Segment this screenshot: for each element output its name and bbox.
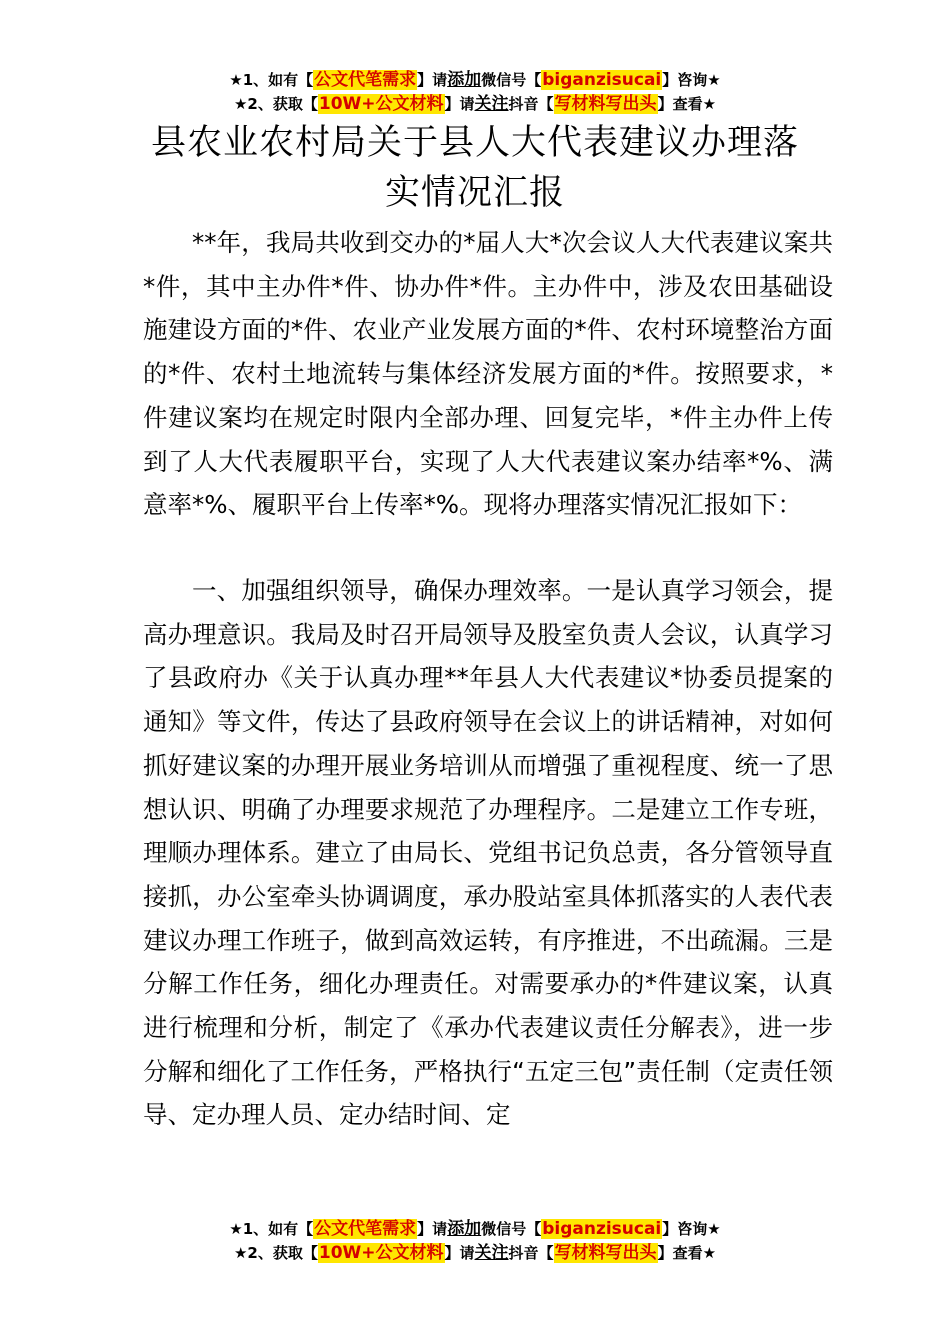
promo-text: 微信号【	[481, 71, 542, 89]
promo-highlight: 10W+公文材料	[318, 94, 444, 114]
promo-text: 】请	[444, 1244, 475, 1262]
body-paragraph-1-container	[143, 221, 833, 527]
promo-text: ★1、如有【	[229, 71, 314, 89]
bottom-promo-banner	[0, 1217, 950, 1265]
body-paragraph-2: 一、加强组织领导，确保办理效率。一是认真学习领会，提高办理意识。我局及时召开局领导及股室负责人会议，认真学习了县政府办《关于认真办理**年县人大代表建议*协委员提案的通知》等文件，传达了县政府领导在会议上的讲话精神，对如何抓好建议案的办理开展业务培训从而增强了重视程度、统一了思想认识、明确了办理要求规范了办理程序。二是建立工作专班，理顺办理体系。建立了由局长、党组书记负总责，各分管领导直接抓，办公室牵头协调调度，承办股站室具体抓落实的人表代表建议办理工作班子，做到高效运转，有序推进，不出疏漏。三是分解工作任务，细化办理责任。对需要承办的*件建议案，认真进行梳理和分析，制定了《承办代表建议责任分解表》，进一步分解和细化了工作任务，严格执行“五定三包”责任制（定责任领导、定办理人员、定办结时间、定	[143, 576, 833, 1130]
body-paragraph-2-container	[143, 569, 833, 1137]
title-line-1: 县农业农村局关于县人大代表建议办理落	[150, 123, 799, 163]
promo-text: ★2、获取【	[233, 1244, 318, 1262]
promo-highlight: 公文代笔需求	[314, 1219, 417, 1239]
top-promo-banner	[0, 68, 950, 116]
promo-highlight: 10W+公文材料	[318, 1243, 444, 1263]
promo-line-2	[0, 92, 950, 116]
promo-text: 】查看★	[657, 95, 717, 113]
promo-line-1	[0, 68, 950, 92]
promo-text: 】咨询★	[662, 71, 721, 89]
promo-text: 抖音【	[508, 95, 554, 113]
promo-underline: 添加	[447, 1219, 482, 1239]
promo-highlight: 公文代笔需求	[314, 70, 417, 90]
document-title	[0, 118, 950, 218]
promo-text: 】请	[417, 1220, 448, 1238]
promo-underline: 添加	[447, 70, 482, 90]
promo-text: 】请	[444, 95, 475, 113]
promo-highlight-wechat: biganzisucai	[542, 70, 662, 90]
promo-underline: 关注	[474, 1243, 509, 1263]
promo-text: 】咨询★	[662, 1220, 721, 1238]
promo-text: 抖音【	[508, 1244, 554, 1262]
title-line-2: 实情况汇报	[384, 173, 565, 213]
promo-highlight-wechat: biganzisucai	[542, 1219, 662, 1239]
promo-text: 】请	[417, 71, 448, 89]
promo-text: ★2、获取【	[233, 95, 318, 113]
promo-text: 】查看★	[657, 1244, 717, 1262]
promo-line-1	[0, 1217, 950, 1241]
promo-highlight-douyin: 写材料写出头	[554, 1243, 657, 1263]
promo-line-2	[0, 1241, 950, 1265]
promo-highlight-douyin: 写材料写出头	[554, 94, 657, 114]
body-paragraph-1: **年，我局共收到交办的*届人大*次会议人大代表建议案共*件，其中主办件*件、协办件*件。主办件中，涉及农田基础设施建设方面的*件、农业产业发展方面的*件、农村环境整治方面的*件、农村土地流转与集体经济发展方面的*件。按照要求，*件建议案均在规定时限内全部办理、回复完毕，*件主办件上传到了人大代表履职平台，实现了人大代表建议案办结率*%、满意率*%、履职平台上传率*%。现将办理落实情况汇报如下：	[143, 228, 833, 520]
promo-underline: 关注	[474, 94, 509, 114]
promo-text: ★1、如有【	[229, 1220, 314, 1238]
promo-text: 微信号【	[481, 1220, 542, 1238]
